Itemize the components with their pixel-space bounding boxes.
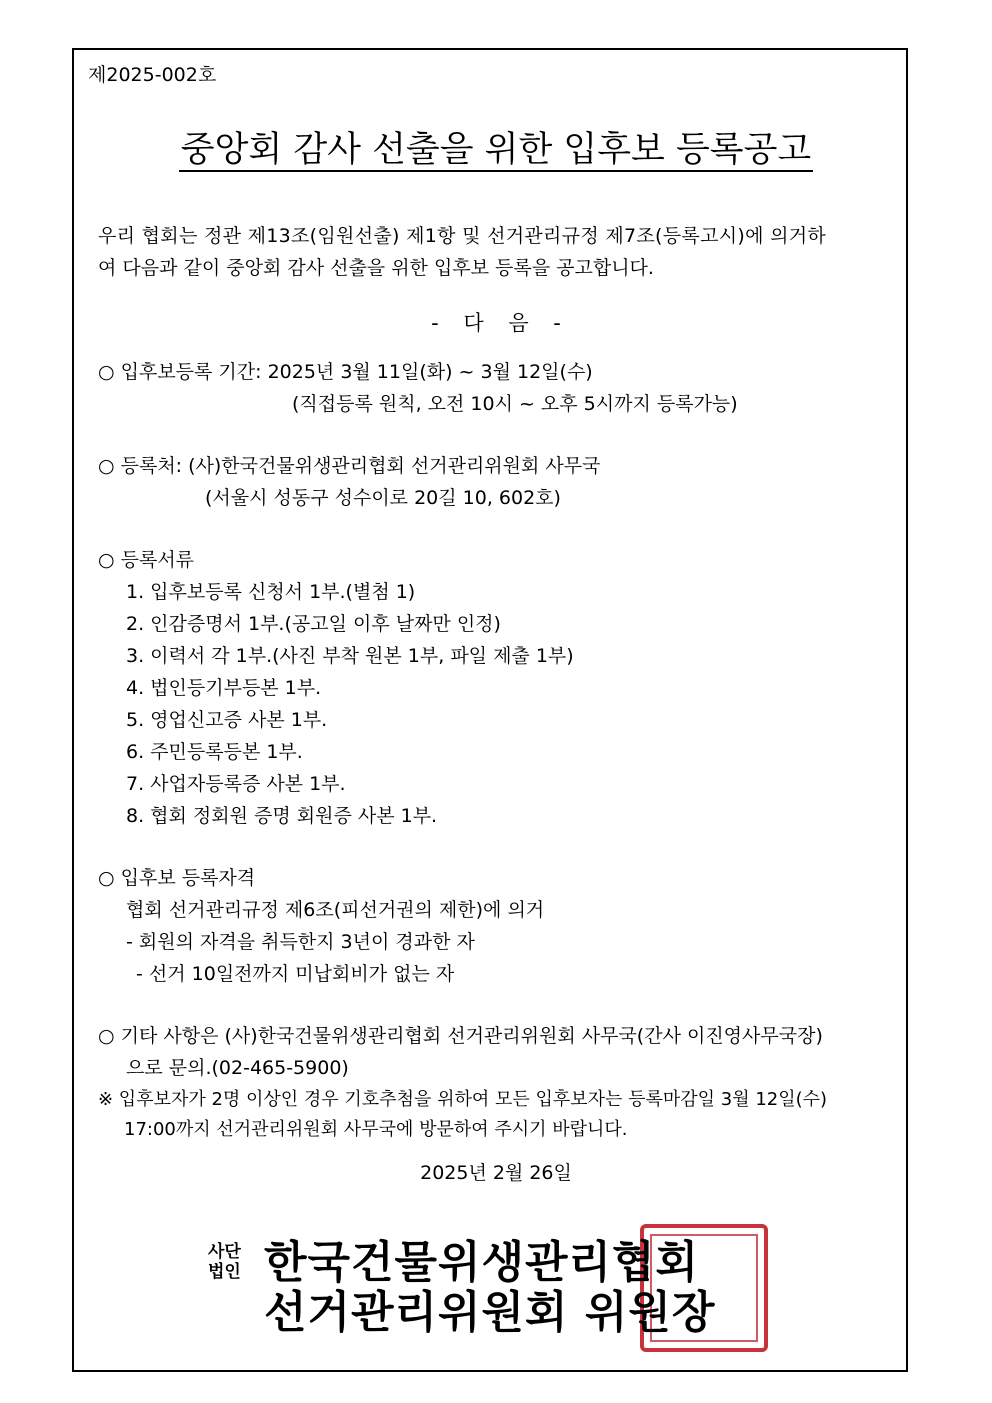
document-item: 3. 이력서 각 1부.(사진 부착 원본 1부, 파일 제출 1부) [126, 645, 574, 667]
intro-line-1: 우리 협회는 정관 제13조(임원선출) 제1항 및 선거관리규정 제7조(등록고시)에 의거하 [98, 225, 827, 247]
signature-title: 선거관리위원회 위원장 [264, 1287, 716, 1338]
qualification-line: 협회 선거관리규정 제6조(피선거권의 제한)에 의거 [126, 899, 545, 921]
other-line-2: 으로 문의.(02-465-5900) [126, 1057, 349, 1079]
other-line-1: ○ 기타 사항은 (사)한국건물위생관리협회 선거관리위원회 사무국(간사 이진영사무국장) [98, 1025, 823, 1047]
document-title [0, 128, 992, 172]
corp-type-line-2: 법인 [208, 1262, 241, 1282]
document-item: 6. 주민등록등본 1부. [126, 741, 303, 763]
documents-heading: ○ 등록서류 [98, 549, 195, 571]
corp-type-line-1: 사단 [208, 1242, 241, 1262]
document-number: 제2025-002호 [88, 64, 217, 86]
period-line-2: (직접등록 원칙, 오전 10시 ~ 오후 5시까지 등록가능) [292, 393, 738, 415]
intro-line-2: 여 다음과 같이 중앙회 감사 선출을 위한 입후보 등록을 공고합니다. [98, 257, 654, 279]
corporation-type [208, 1242, 241, 1282]
document-item: 1. 입후보등록 신청서 1부.(별첨 1) [126, 581, 416, 603]
document-item: 8. 협회 정회원 증명 회원증 사본 1부. [126, 805, 438, 827]
qualification-line: - 회원의 자격을 취득한지 3년이 경과한 자 [126, 931, 475, 953]
document-item: 4. 법인등기부등본 1부. [126, 677, 322, 699]
place-line-1: ○ 등록처: (사)한국건물위생관리협회 선거관리위원회 사무국 [98, 455, 601, 477]
document-item: 7. 사업자등록증 사본 1부. [126, 773, 346, 795]
qualification-line: - 선거 10일전까지 미납회비가 없는 자 [136, 963, 455, 985]
place-line-2: (서울시 성동구 성수이로 20길 10, 602호) [205, 487, 561, 509]
next-heading: - 다 음 - [431, 311, 561, 335]
title-text: 중앙회 감사 선출을 위한 입후보 등록공고 [180, 130, 812, 170]
note-line-2: 17:00까지 선거관리위원회 사무국에 방문하여 주시기 바랍니다. [124, 1119, 628, 1140]
qualification-heading: ○ 입후보 등록자격 [98, 867, 256, 889]
period-line-1: ○ 입후보등록 기간: 2025년 3월 11일(화) ~ 3월 12일(수) [98, 361, 593, 383]
document-item: 5. 영업신고증 사본 1부. [126, 709, 328, 731]
issue-date: 2025년 2월 26일 [420, 1162, 572, 1184]
document-item: 2. 인감증명서 1부.(공고일 이후 날짜만 인정) [126, 613, 501, 635]
note-line-1: ※ 입후보자가 2명 이상인 경우 기호추첨을 위하여 모든 입후보자는 등록마감일 3월 12일(수) [98, 1089, 828, 1110]
signature-org: 한국건물위생관리협회 [264, 1237, 700, 1288]
